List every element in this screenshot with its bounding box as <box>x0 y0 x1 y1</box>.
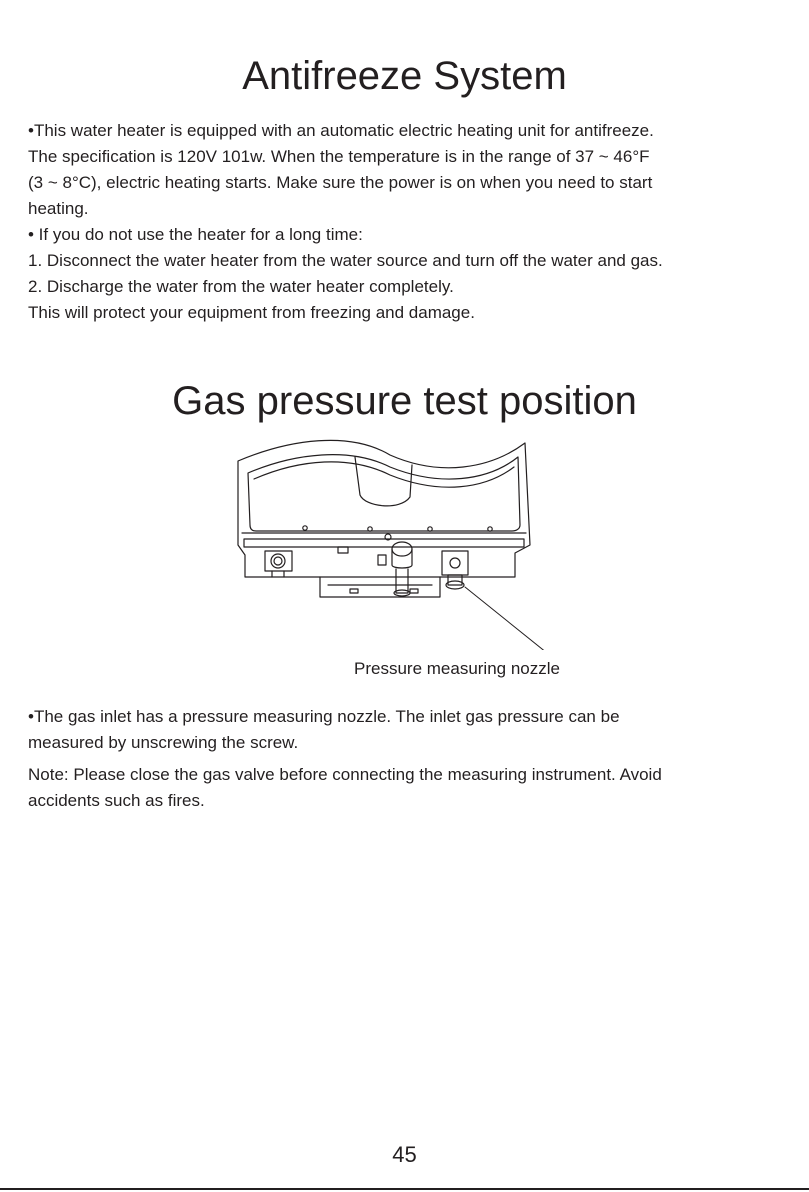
text-line: accidents such as fires. <box>28 791 205 810</box>
antifreeze-title: Antifreeze System <box>242 54 567 98</box>
text-line: 2. Discharge the water from the water heater completely. <box>28 277 454 296</box>
text-line: (3 ~ 8°C), electric heating starts. Make sure the power is on when you need to start <box>28 173 653 192</box>
text-line: Note: Please close the gas valve before connecting the measuring instrument. Avoid <box>28 765 662 784</box>
bottom-rule <box>0 1188 809 1190</box>
text-line: • If you do not use the heater for a long time: <box>28 225 363 244</box>
text-line: measured by unscrewing the screw. <box>28 733 299 752</box>
water-heater-bottom-diagram <box>200 425 610 650</box>
antifreeze-paragraph <box>28 118 788 326</box>
note-paragraph <box>28 762 788 814</box>
text-line: 1. Disconnect the water heater from the water source and turn off the water and gas. <box>28 251 663 270</box>
text-line: heating. <box>28 199 89 218</box>
figure-caption: Pressure measuring nozzle <box>354 659 560 678</box>
text-line: The specification is 120V 101w. When the temperature is in the range of 37 ~ 46°F <box>28 147 650 166</box>
text-line: •This water heater is equipped with an automatic electric heating unit for antifreeze. <box>28 121 654 140</box>
text-line: •The gas inlet has a pressure measuring nozzle. The inlet gas pressure can be <box>28 707 620 726</box>
gas-inlet-paragraph <box>28 704 788 756</box>
gas-pressure-title: Gas pressure test position <box>172 379 637 423</box>
page-number: 45 <box>392 1142 417 1167</box>
text-line: This will protect your equipment from freezing and damage. <box>28 303 475 322</box>
